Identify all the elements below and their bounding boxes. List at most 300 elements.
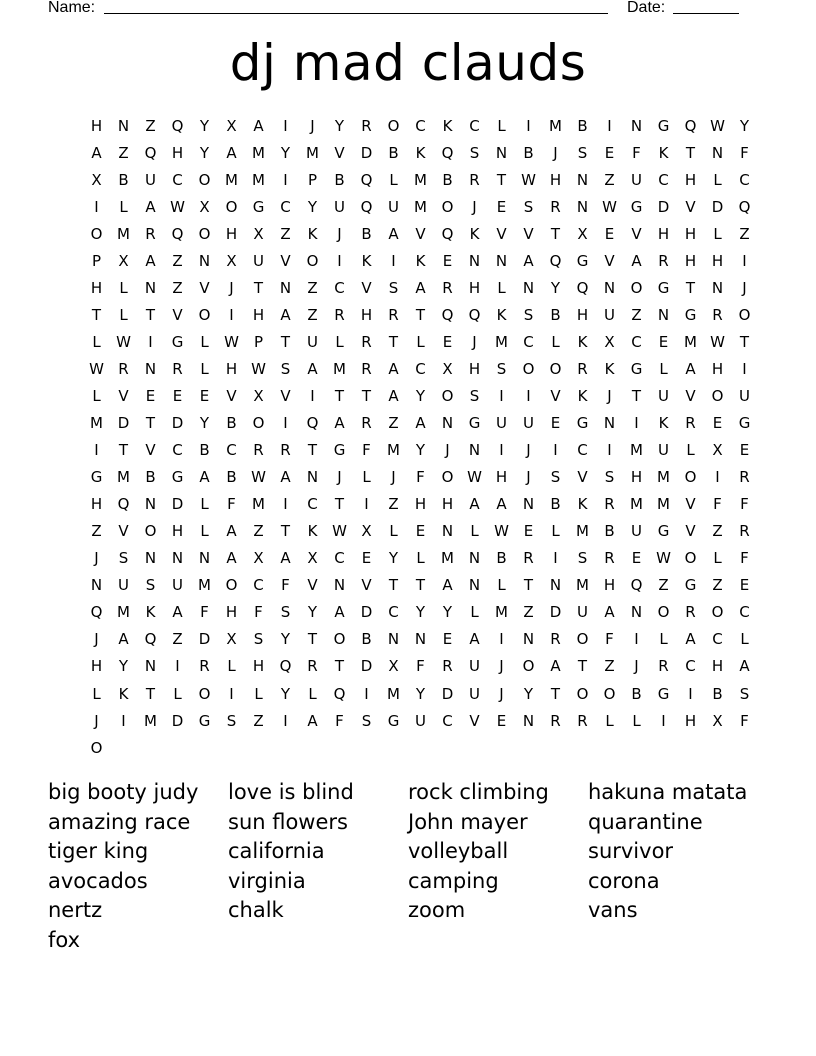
grid-cell[interactable]: M [630,495,643,514]
grid-cell[interactable]: Q [117,495,130,514]
grid-cell[interactable]: Y [199,414,210,433]
grid-cell[interactable]: I [283,414,288,433]
grid-cell[interactable]: C [685,657,696,676]
grid-cell[interactable]: V [550,386,561,405]
grid-cell[interactable]: R [604,495,615,514]
grid-cell[interactable]: B [145,468,156,487]
grid-cell[interactable]: O [657,603,670,622]
grid-cell[interactable]: M [225,170,238,189]
grid-cell[interactable]: A [118,630,129,649]
grid-cell[interactable]: R [307,657,318,676]
grid-cell[interactable]: C [334,278,345,297]
grid-cell[interactable]: F [254,603,263,622]
grid-cell[interactable]: F [200,603,209,622]
grid-cell[interactable]: M [117,603,130,622]
grid-cell[interactable]: Q [684,116,697,135]
grid-cell[interactable]: D [171,414,184,433]
grid-cell[interactable]: Z [118,143,129,162]
grid-cell[interactable]: E [739,441,750,460]
grid-cell[interactable]: G [576,414,589,433]
grid-cell[interactable]: P [307,170,318,189]
grid-cell[interactable]: U [253,251,264,270]
grid-cell[interactable]: N [495,143,508,162]
grid-cell[interactable]: J [445,441,450,460]
grid-cell[interactable]: E [739,576,750,595]
grid-cell[interactable]: S [550,468,561,487]
grid-cell[interactable]: I [742,251,747,270]
grid-cell[interactable]: N [441,522,454,541]
grid-cell[interactable]: G [387,711,400,730]
grid-cell[interactable]: X [226,116,237,135]
grid-cell[interactable]: N [468,441,481,460]
grid-cell[interactable]: Q [630,576,643,595]
grid-cell[interactable]: H [468,359,481,378]
grid-cell[interactable]: Q [360,197,373,216]
grid-cell[interactable]: D [117,414,130,433]
grid-cell[interactable]: W [602,197,617,216]
grid-cell[interactable]: R [172,359,183,378]
grid-cell[interactable]: U [496,414,507,433]
grid-cell[interactable]: Z [739,224,750,243]
grid-cell[interactable]: T [685,278,696,297]
grid-cell[interactable]: G [171,332,184,351]
grid-cell[interactable]: Q [468,305,481,324]
grid-cell[interactable]: N [144,549,157,568]
grid-cell[interactable]: V [199,278,210,297]
grid-cell[interactable]: G [630,197,643,216]
grid-cell[interactable]: N [279,278,292,297]
grid-cell[interactable]: D [441,684,454,703]
grid-cell[interactable]: Z [604,657,615,676]
grid-cell[interactable]: L [659,359,668,378]
grid-cell[interactable]: V [469,711,480,730]
grid-cell[interactable]: N [522,495,535,514]
grid-cell[interactable]: V [226,386,237,405]
grid-cell[interactable]: I [283,711,288,730]
grid-cell[interactable]: U [469,684,480,703]
grid-cell[interactable]: M [117,468,130,487]
grid-cell[interactable]: X [442,359,453,378]
grid-cell[interactable]: F [740,711,749,730]
grid-cell[interactable]: O [738,305,751,324]
grid-cell[interactable]: T [631,386,642,405]
grid-cell[interactable]: R [334,305,345,324]
grid-cell[interactable]: H [603,576,616,595]
grid-cell[interactable]: U [118,576,129,595]
grid-cell[interactable]: T [685,143,696,162]
grid-cell[interactable]: R [361,116,372,135]
grid-cell[interactable]: W [89,359,104,378]
grid-cell[interactable]: C [415,116,426,135]
grid-cell[interactable]: R [145,224,156,243]
grid-cell[interactable]: H [495,468,508,487]
grid-cell[interactable]: T [496,170,507,189]
grid-cell[interactable]: I [742,359,747,378]
grid-cell[interactable]: Z [172,251,183,270]
grid-cell[interactable]: O [441,197,454,216]
grid-cell[interactable]: V [523,224,534,243]
grid-cell[interactable]: V [361,278,372,297]
grid-cell[interactable]: L [389,170,398,189]
grid-cell[interactable]: G [684,576,697,595]
grid-cell[interactable]: M [252,170,265,189]
grid-cell[interactable]: D [549,603,562,622]
grid-cell[interactable]: R [442,278,453,297]
grid-cell[interactable]: A [550,657,561,676]
grid-cell[interactable]: X [118,251,129,270]
grid-cell[interactable]: T [91,305,102,324]
grid-cell[interactable]: R [577,711,588,730]
grid-cell[interactable]: U [658,441,669,460]
grid-cell[interactable]: K [118,684,129,703]
grid-cell[interactable]: G [333,441,346,460]
grid-cell[interactable]: I [229,684,234,703]
grid-cell[interactable]: A [334,414,345,433]
grid-cell[interactable]: P [91,251,102,270]
grid-cell[interactable]: C [523,332,534,351]
grid-cell[interactable]: R [280,441,291,460]
grid-cell[interactable]: J [553,143,558,162]
grid-cell[interactable]: W [521,170,536,189]
grid-cell[interactable]: G [657,278,670,297]
grid-cell[interactable]: I [148,332,153,351]
grid-cell[interactable]: T [739,332,750,351]
grid-cell[interactable]: A [442,576,453,595]
grid-cell[interactable]: I [499,386,504,405]
grid-cell[interactable]: G [171,468,184,487]
grid-cell[interactable]: H [441,495,454,514]
grid-cell[interactable]: W [116,332,131,351]
grid-cell[interactable]: J [499,657,504,676]
grid-cell[interactable]: V [280,386,291,405]
grid-cell[interactable]: T [334,386,345,405]
grid-cell[interactable]: S [604,468,615,487]
grid-cell[interactable]: Z [307,278,318,297]
grid-cell[interactable]: E [199,386,210,405]
grid-cell[interactable]: A [199,468,210,487]
grid-cell[interactable]: J [94,630,99,649]
grid-cell[interactable]: Y [118,657,129,676]
grid-cell[interactable]: T [145,305,156,324]
grid-cell[interactable]: Q [549,251,562,270]
grid-cell[interactable]: L [200,332,209,351]
grid-cell[interactable]: I [283,170,288,189]
grid-cell[interactable]: H [225,224,238,243]
grid-cell[interactable]: A [685,630,696,649]
grid-cell[interactable]: T [280,332,291,351]
grid-cell[interactable]: C [334,549,345,568]
grid-cell[interactable]: E [496,197,507,216]
grid-cell[interactable]: U [604,305,615,324]
grid-cell[interactable]: K [442,116,453,135]
grid-cell[interactable]: H [171,522,184,541]
grid-cell[interactable]: T [550,224,561,243]
grid-cell[interactable]: M [630,441,643,460]
grid-cell[interactable]: N [630,603,643,622]
grid-cell[interactable]: Q [441,305,454,324]
grid-cell[interactable]: Z [172,278,183,297]
grid-cell[interactable]: I [364,684,369,703]
grid-cell[interactable]: Q [441,143,454,162]
grid-cell[interactable]: H [90,278,103,297]
grid-cell[interactable]: X [712,441,723,460]
grid-cell[interactable]: E [442,630,453,649]
grid-cell[interactable]: G [630,359,643,378]
grid-cell[interactable]: V [685,495,696,514]
grid-cell[interactable]: R [361,414,372,433]
grid-cell[interactable]: U [172,576,183,595]
grid-cell[interactable]: K [145,603,156,622]
grid-cell[interactable]: B [577,116,588,135]
grid-cell[interactable]: Y [307,603,318,622]
grid-cell[interactable]: O [333,630,346,649]
grid-cell[interactable]: Q [738,197,751,216]
grid-cell[interactable]: L [308,684,317,703]
grid-cell[interactable]: L [497,116,506,135]
grid-cell[interactable]: Y [415,386,426,405]
grid-cell[interactable]: A [739,657,750,676]
grid-cell[interactable]: J [472,197,477,216]
grid-cell[interactable]: G [738,414,751,433]
grid-cell[interactable]: N [387,630,400,649]
grid-cell[interactable]: M [117,224,130,243]
grid-cell[interactable]: I [526,116,531,135]
grid-cell[interactable]: T [280,522,291,541]
grid-cell[interactable]: R [361,359,372,378]
grid-cell[interactable]: G [198,711,211,730]
grid-cell[interactable]: W [656,549,671,568]
grid-cell[interactable]: F [335,711,344,730]
grid-cell[interactable]: A [145,251,156,270]
grid-cell[interactable]: I [607,441,612,460]
grid-cell[interactable]: R [685,414,696,433]
grid-cell[interactable]: C [469,116,480,135]
grid-cell[interactable]: H [90,657,103,676]
grid-cell[interactable]: I [229,305,234,324]
grid-cell[interactable]: A [388,224,399,243]
grid-cell[interactable]: T [361,386,372,405]
grid-cell[interactable]: C [172,441,183,460]
grid-cell[interactable]: C [442,711,453,730]
grid-cell[interactable]: K [469,224,480,243]
grid-cell[interactable]: U [523,414,534,433]
grid-cell[interactable]: Q [171,224,184,243]
grid-cell[interactable]: A [91,143,102,162]
grid-cell[interactable]: Q [360,170,373,189]
grid-cell[interactable]: N [549,576,562,595]
grid-cell[interactable]: Z [604,170,615,189]
grid-cell[interactable]: Y [550,278,561,297]
grid-cell[interactable]: A [226,522,237,541]
grid-cell[interactable]: Q [576,278,589,297]
grid-cell[interactable]: S [469,386,480,405]
grid-cell[interactable]: U [145,170,156,189]
grid-cell[interactable]: L [551,522,560,541]
grid-cell[interactable]: E [496,711,507,730]
grid-cell[interactable]: Z [712,522,723,541]
grid-cell[interactable]: L [119,197,128,216]
grid-cell[interactable]: D [360,603,373,622]
grid-cell[interactable]: K [307,224,318,243]
grid-cell[interactable]: J [310,116,315,135]
grid-cell[interactable]: E [442,251,453,270]
grid-cell[interactable]: N [468,549,481,568]
grid-cell[interactable]: O [387,116,400,135]
grid-cell[interactable]: E [361,549,372,568]
grid-cell[interactable]: O [711,386,724,405]
grid-cell[interactable]: A [496,495,507,514]
grid-cell[interactable]: E [442,332,453,351]
grid-cell[interactable]: N [198,549,211,568]
grid-cell[interactable]: L [119,305,128,324]
grid-cell[interactable]: N [576,197,589,216]
grid-cell[interactable]: A [145,197,156,216]
grid-cell[interactable]: E [712,414,723,433]
grid-cell[interactable]: L [254,684,263,703]
grid-cell[interactable]: I [553,549,558,568]
grid-cell[interactable]: N [171,549,184,568]
grid-cell[interactable]: E [523,522,534,541]
grid-cell[interactable]: W [710,116,725,135]
grid-cell[interactable]: O [198,684,211,703]
grid-cell[interactable]: B [712,684,723,703]
grid-cell[interactable]: L [362,468,371,487]
grid-cell[interactable]: N [711,143,724,162]
grid-cell[interactable]: L [200,359,209,378]
grid-cell[interactable]: G [684,305,697,324]
grid-cell[interactable]: M [495,332,508,351]
grid-cell[interactable]: J [607,386,612,405]
grid-cell[interactable]: L [497,278,506,297]
grid-cell[interactable]: M [198,576,211,595]
grid-cell[interactable]: L [659,630,668,649]
grid-cell[interactable]: X [226,251,237,270]
grid-cell[interactable]: T [253,278,264,297]
grid-cell[interactable]: G [657,116,670,135]
grid-cell[interactable]: S [388,278,399,297]
grid-cell[interactable]: F [227,495,236,514]
grid-cell[interactable]: M [657,468,670,487]
grid-cell[interactable]: U [577,603,588,622]
grid-cell[interactable]: A [631,251,642,270]
grid-cell[interactable]: F [281,576,290,595]
grid-cell[interactable]: X [253,386,264,405]
grid-cell[interactable]: R [118,359,129,378]
grid-cell[interactable]: M [495,603,508,622]
grid-cell[interactable]: N [306,468,319,487]
grid-cell[interactable]: S [280,603,291,622]
grid-cell[interactable]: Y [280,143,291,162]
grid-cell[interactable]: T [307,441,318,460]
grid-cell[interactable]: M [414,170,427,189]
grid-cell[interactable]: D [171,495,184,514]
grid-cell[interactable]: B [226,414,237,433]
grid-cell[interactable]: Y [307,197,318,216]
grid-cell[interactable]: L [470,522,479,541]
grid-cell[interactable]: R [658,251,669,270]
grid-cell[interactable]: A [523,251,534,270]
grid-cell[interactable]: Z [388,495,399,514]
grid-cell[interactable]: E [604,143,615,162]
grid-cell[interactable]: Z [523,603,534,622]
grid-cell[interactable]: L [119,278,128,297]
grid-cell[interactable]: B [199,441,210,460]
grid-cell[interactable]: B [361,224,372,243]
grid-cell[interactable]: H [684,224,697,243]
grid-cell[interactable]: S [118,549,129,568]
grid-cell[interactable]: U [658,386,669,405]
grid-cell[interactable]: I [499,630,504,649]
grid-cell[interactable]: Z [307,305,318,324]
grid-cell[interactable]: H [684,251,697,270]
grid-cell[interactable]: Y [280,684,291,703]
grid-cell[interactable]: T [307,630,318,649]
grid-cell[interactable]: R [469,170,480,189]
grid-cell[interactable]: U [469,657,480,676]
grid-cell[interactable]: J [391,468,396,487]
grid-cell[interactable]: D [711,197,724,216]
grid-cell[interactable]: M [252,143,265,162]
grid-cell[interactable]: A [415,414,426,433]
grid-cell[interactable]: B [550,305,561,324]
grid-cell[interactable]: U [631,522,642,541]
grid-cell[interactable]: L [416,332,425,351]
grid-cell[interactable]: O [225,197,238,216]
grid-cell[interactable]: M [576,522,589,541]
grid-cell[interactable]: H [90,495,103,514]
grid-cell[interactable]: L [470,603,479,622]
grid-cell[interactable]: A [280,549,291,568]
grid-cell[interactable]: J [229,278,234,297]
grid-cell[interactable]: V [118,386,129,405]
grid-cell[interactable]: S [577,143,588,162]
grid-cell[interactable]: C [226,441,237,460]
grid-cell[interactable]: U [415,711,426,730]
grid-cell[interactable]: R [685,603,696,622]
grid-cell[interactable]: A [334,603,345,622]
grid-cell[interactable]: O [306,251,319,270]
grid-cell[interactable]: E [631,549,642,568]
grid-cell[interactable]: J [499,684,504,703]
grid-cell[interactable]: X [604,332,615,351]
grid-cell[interactable]: C [280,197,291,216]
grid-cell[interactable]: Q [171,116,184,135]
grid-cell[interactable]: C [415,359,426,378]
grid-cell[interactable]: L [713,549,722,568]
grid-cell[interactable]: M [387,684,400,703]
grid-cell[interactable]: X [712,711,723,730]
grid-cell[interactable]: J [634,657,639,676]
grid-cell[interactable]: N [144,278,157,297]
grid-cell[interactable]: H [657,224,670,243]
grid-cell[interactable]: O [684,468,697,487]
date-blank-line[interactable] [673,13,739,14]
grid-cell[interactable]: K [577,386,588,405]
grid-cell[interactable]: L [92,386,101,405]
grid-cell[interactable]: Y [280,630,291,649]
grid-cell[interactable]: Y [442,603,453,622]
grid-cell[interactable]: N [90,576,103,595]
grid-cell[interactable]: Z [658,576,669,595]
grid-cell[interactable]: I [526,386,531,405]
grid-cell[interactable]: I [94,197,99,216]
grid-cell[interactable]: C [658,170,669,189]
grid-cell[interactable]: N [603,414,616,433]
grid-cell[interactable]: H [414,495,427,514]
grid-cell[interactable]: C [739,170,750,189]
grid-cell[interactable]: G [657,522,670,541]
grid-cell[interactable]: V [334,143,345,162]
